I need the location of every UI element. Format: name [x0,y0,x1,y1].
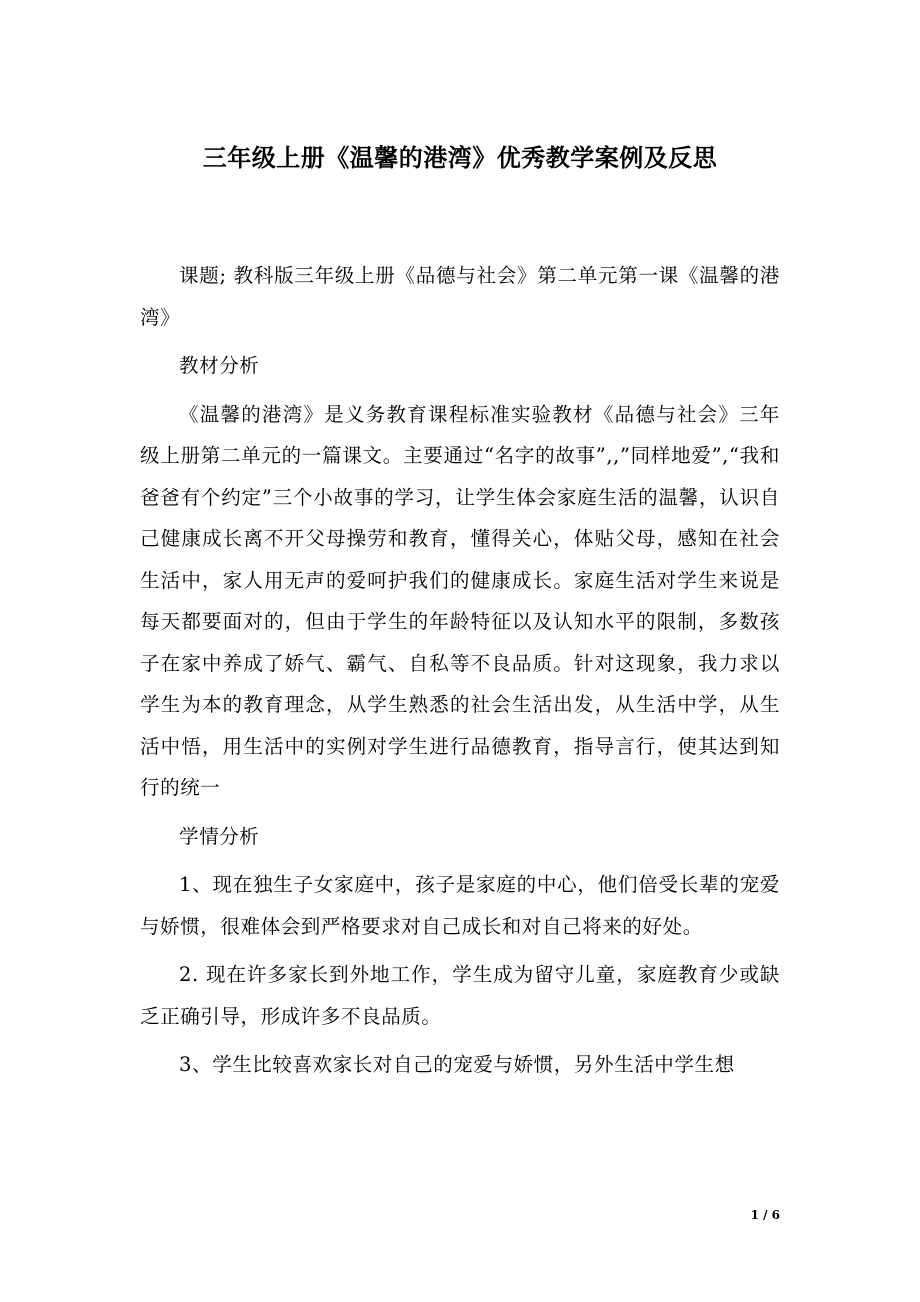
document-title: 三年级上册《温馨的港湾》优秀教学案例及反思 [202,143,718,172]
paragraph-lesson-topic: 课题; 教科版三年级上册《品德与社会》第二单元第一课《温馨的港湾》 [140,264,780,329]
page-number: 1 / 6 [750,1208,780,1222]
heading-textbook-analysis: 教材分析 [179,354,260,377]
heading-student-analysis: 学情分析 [179,824,260,848]
paragraph-student-point-2: 2. 现在许多家长到外地工作，学生成为留守儿童，家庭教育少或缺乏正确引导，形成许多不良品质。 [140,963,780,1028]
paragraph-student-point-3: 3、学生比较喜欢家长对自己的宠爱与娇惯，另外生活中学生想 [179,1053,735,1076]
paragraph-student-point-1: 1、现在独生子女家庭中，孩子是家庭的中心，他们倍受长辈的宠爱与娇惯，很难体会到严格要求对自己成长和对自己将来的好处。 [140,873,780,938]
document-body [140,255,780,1086]
paragraph-textbook-analysis: 《温馨的港湾》是义务教育课程标准实验教材《品德与社会》三年级上册第二单元的一篇课文。主要通过“名字的故事”,,”同样地爱”,“我和爸爸有个约定”三个小故事的学习，让学生体会家庭生活的温馨，认识自己健康成长离不开父母操劳和教育，懂得关心，体贴父母，感知在社会生活中，家人用无声的爱呵护我们的健康成长。家庭生活对学生来说是每天都要面对的，但由于学生的年龄特征以及认知水平的限制，多数孩子在家中养成了娇气、霸气、自私等不良品质。针对这现象，我力求以学生为本的教育理念，从学生熟悉的社会生活出发，从生活中学，从生活中悟，用生活中的实例对学生进行品德教育，指导言行，使其达到知行的统一 [140,402,780,799]
